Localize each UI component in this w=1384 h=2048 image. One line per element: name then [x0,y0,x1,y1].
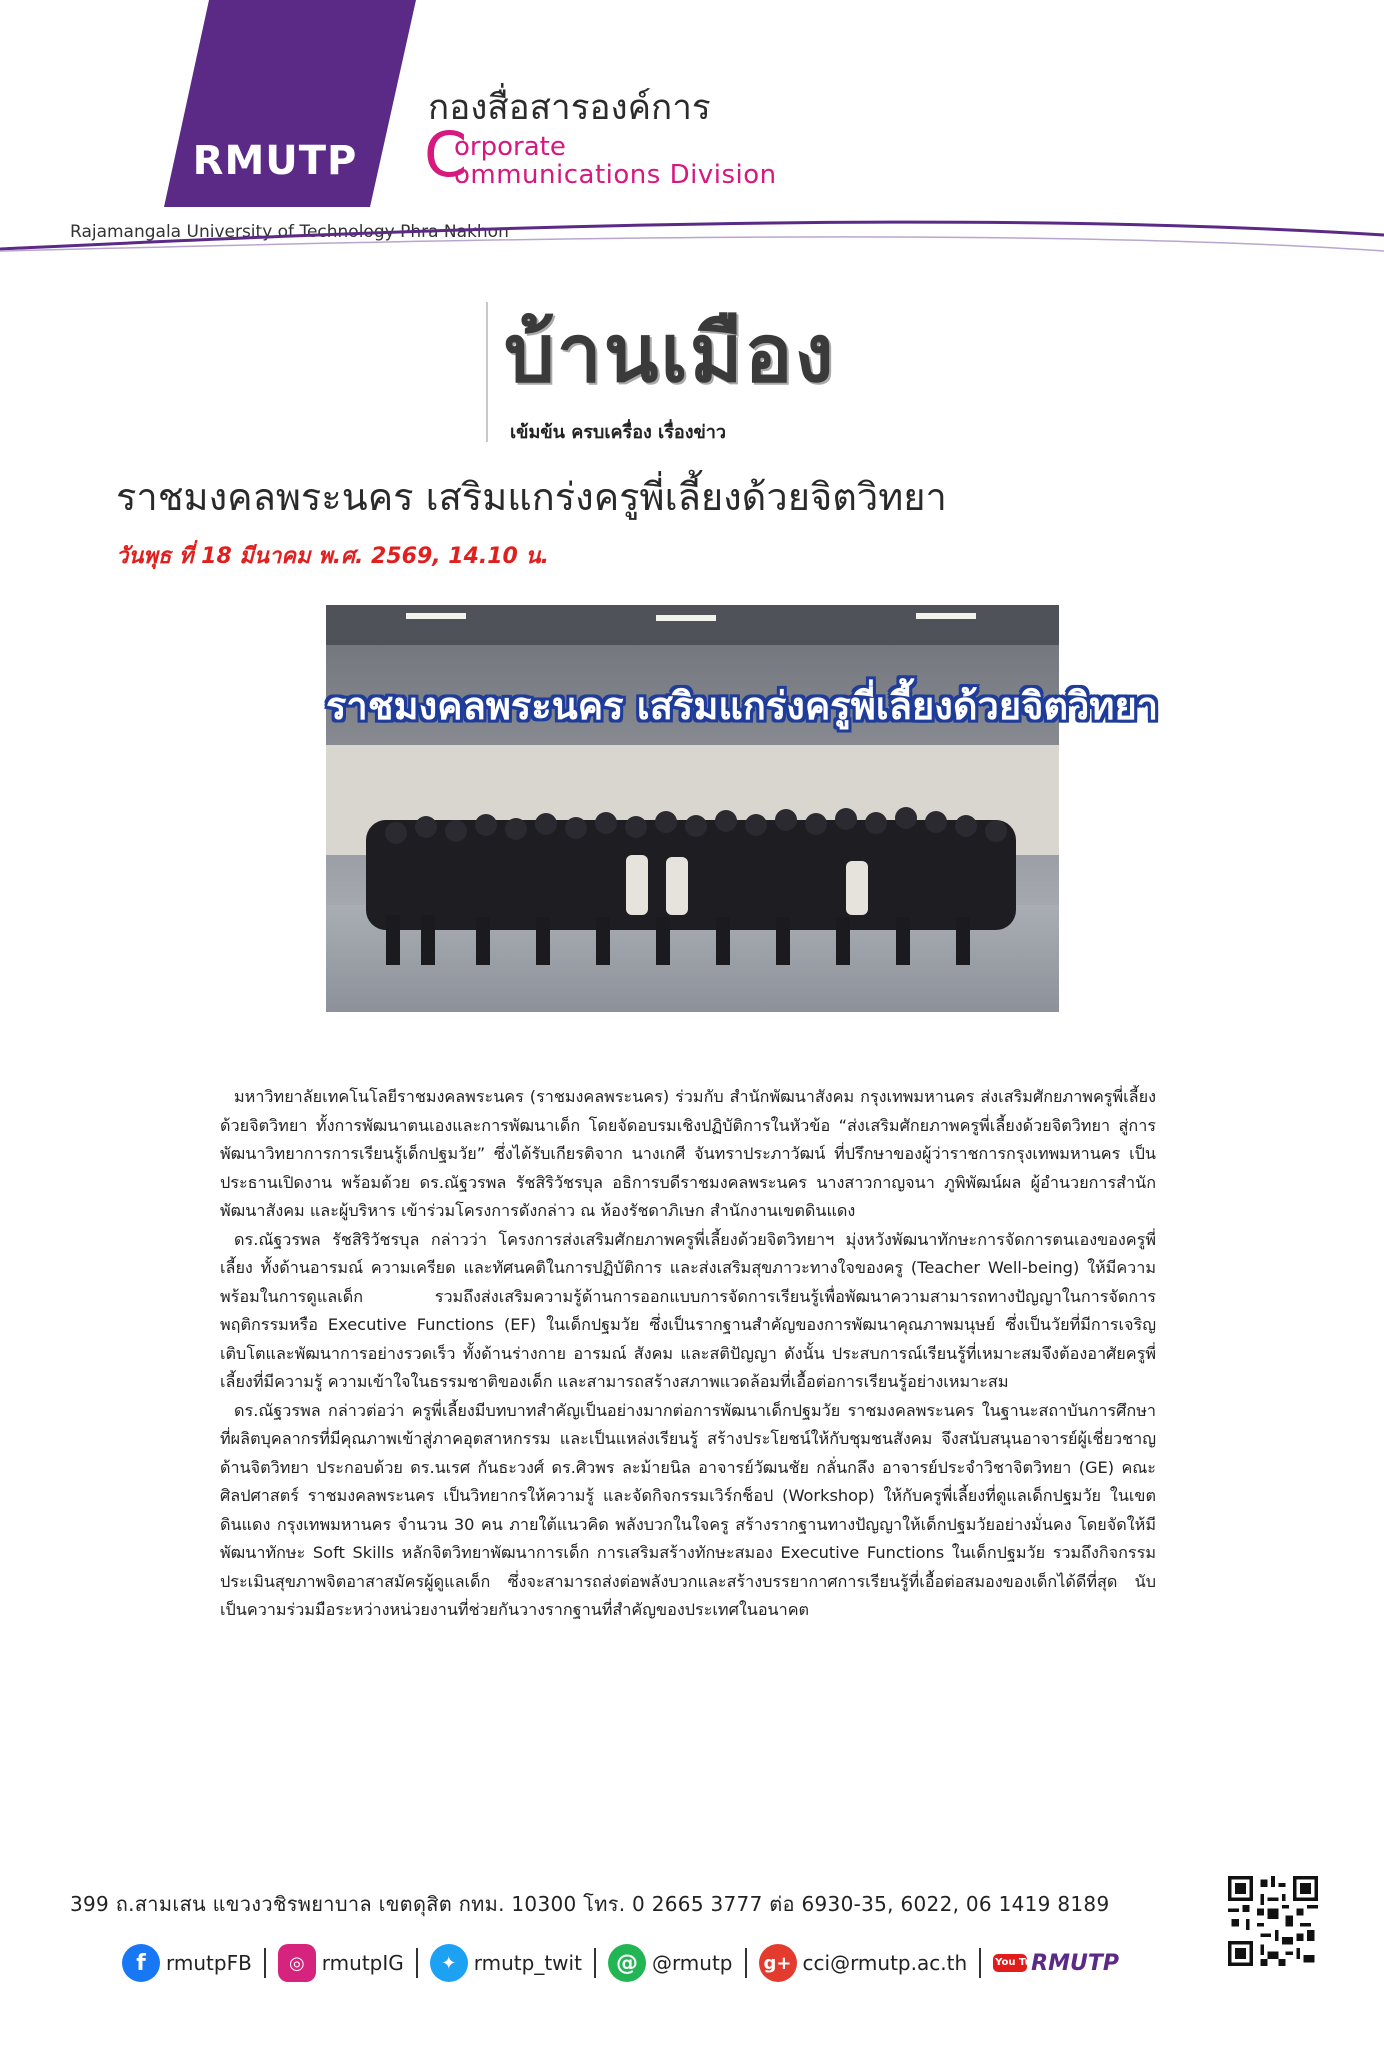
youtube-icon: You Tube [993,1954,1027,1972]
org-name-initial: C [424,118,468,191]
facebook-link[interactable] [122,1944,252,1982]
article-headline: ราชมงคลพระนคร เสริมแกร่งครูพี่เลี้ยงด้วยจิตวิทยา [116,475,947,519]
line-handle: @rmutp [651,1951,733,1975]
article-paragraph-3: ดร.ณัฐวรพล กล่าวต่อว่า ครูพี่เลี้ยงมีบทบาทสำคัญเป็นอย่างมากต่อการพัฒนาเด็กปฐมวัย ราชมงคลพระนคร ในฐานะสถาบันการศึกษาที่ผลิตบุคลากรที่มีคุณภาพเข้าสู่ภาคอุตสาหกรรม และเป็นแหล่งเรียนรู้ สร้างประโยชน์ให้กับชุมชนสังคม จึงสนับสนุนอาจารย์ผู้เชี่ยวชาญด้านจิตวิทยา ประกอบด้วย ดร.นเรศ กันธะวงศ์ ดร.ศิวพร ละม้ายนิล อาจารย์วัฒนชัย กลั่นกลึง อาจารย์ประจำวิชาจิตวิทยา (GE) คณะศิลปศาสตร์ ราชมงคลพระนคร เป็นวิทยากรให้ความรู้ และจัดกิจกรรมเวิร์กช็อป (Workshop) ให้กับครูพี่เลี้ยงที่ดูแลเด็กปฐมวัย ในเขตดินแดง กรุงเทพมหานคร จำนวน 30 คน ภายใต้แนวคิด พลังบวกในใจครู สร้างรากฐานทางปัญญาให้เด็กปฐมวัยอย่างมั่นคง โดยจัดให้มีพัฒนาทักษะ Soft Skills หลักจิตวิทยาพัฒนาการเด็ก การเสริมสร้างทักษะสมอง Executive Functions ในเด็กปฐมวัย รวมถึงกิจกรรมประเมินสุขภาพจิตอาสาสมัครผู้ดูแลเด็ก ซึ่งจะสามารถส่งต่อพลังบวกและสร้างบรรยากาศการเรียนรู้ที่เอื้อต่อสมองของเด็กได้ดีที่สุด นับเป็นความร่วมมือระหว่างหน่วยงานที่ช่วยกันวางรากฐานที่สำคัญของประเทศในอนาคต [220,1400,1156,1619]
facebook-icon: f [122,1944,160,1982]
group-photo-illustration [326,605,1159,1012]
university-name: Rajamangala University of Technology Phra Nakhon [70,222,509,242]
twitter-handle: rmutp_twit [473,1951,582,1975]
article-paragraph-1: มหาวิทยาลัยเทคโนโลยีราชมงคลพระนคร (ราชมงคลพระนคร) ร่วมกับ สำนักพัฒนาสังคม กรุงเทพมหานคร ส่งเสริมศักยภาพครูพี่เลี้ยงด้วยจิตวิทยา ทั้งการพัฒนาตนเองและการพัฒนาเด็ก โดยจัดอบรมเชิงปฏิบัติการในหัวข้อ “ส่งเสริมศักยภาพครูพี่เลี้ยงด้วยจิตวิทยา สู่การพัฒนาวิทยาการการเรียนรู้เด็กปฐมวัย” ซึ่งได้รับเกียรติจาก นางเกศี จันทราประภาวัฒน์ ที่ปรึกษาของผู้ว่าราชการกรุงเทพมหานคร เป็นประธานเปิดงาน พร้อมด้วย ดร.ณัฐวรพล รัชสิริวัชรบุล อธิการบดีราชมงคลพระนคร นางสาวกาญจนา ภูพิพัฒน์ผล ผู้อำนวยการสำนักพัฒนาสังคม และผู้บริหาร เข้าร่วมโครงการดังกล่าว ณ ห้องรัชดาภิเษก สำนักงานเขตดินแดง [220,1087,1156,1220]
instagram-link[interactable] [278,1944,404,1982]
line-at-icon: @ [608,1944,646,1982]
rmutp-logo-text: RMUTP [192,138,358,184]
email-link[interactable] [759,1944,968,1982]
org-name-line2: ommunications Division [454,160,777,190]
separator [594,1948,596,1978]
google-plus-icon: g+ [759,1944,797,1982]
footer-address: 399 ถ.สามเสน แขวงวชิรพยาบาล เขตดุสิต กทม. 10300 โทร. 0 2665 3777 ต่อ 6930-35, 6022, 06 1419 8189 [70,1892,1110,1916]
org-name-thai: กองสื่อสารองค์การ [428,88,711,128]
org-name-line1: orporate [454,132,566,162]
photo-caption: ราชมงคลพระนคร เสริมแกร่งครูพี่เลี้ยงด้วยจิตวิทยา [326,684,1159,728]
line-link[interactable] [608,1944,733,1982]
instagram-handle: rmutpIG [321,1951,404,1975]
twitter-link[interactable] [430,1944,582,1982]
article-photo [326,605,1159,1012]
separator [745,1948,747,1978]
twitter-icon: ✦ [430,1944,468,1982]
separator [416,1948,418,1978]
newspaper-logo: บ้านเมือง [504,307,836,400]
newspaper-slogan: เข้มข้น ครบเครื่อง เรื่องข่าว [510,422,726,443]
article-body [220,1083,1156,1625]
instagram-icon: ◎ [278,1944,316,1982]
header-divider-curve [0,205,1384,265]
facebook-handle: rmutpFB [166,1951,252,1975]
separator [979,1948,981,1978]
article-paragraph-2: ดร.ณัฐวรพล รัชสิริวัชรบุล กล่าวว่า โครงการส่งเสริมศักยภาพครูพี่เลี้ยงด้วยจิตวิทยาฯ มุ่งหวังพัฒนาทักษะการจัดการตนเองของครูพี่เลี้ยง ทั้งด้านอารมณ์ ความเครียด และทัศนคติในการปฏิบัติการ และส่งเสริมสุขภาวะทางใจของครู (Teacher Well-being) ให้มีความพร้อมในการดูแลเด็ก รวมถึงส่งเสริมความรู้ด้านการออกแบบการจัดการเรียนรู้เพื่อพัฒนาความสามารถทางปัญญาในการจัดการพฤติกรรมหรือ Executive Functions (EF) ในเด็กปฐมวัย ซึ่งเป็นรากฐานสำคัญของการพัฒนาคุณภาพมนุษย์ ซึ่งเป็นวัยที่มีการเจริญเติบโตและพัฒนาการอย่างรวดเร็ว ทั้งด้านร่างกาย อารมณ์ สังคม และสติปัญญา ดังนั้น ประสบการณ์เรียนรู้ที่เหมาะสมจึงต้องอาศัยครูพี่เลี้ยงที่มีความรู้ ความเข้าใจในธรรมชาติของเด็ก และสามารถสร้างสภาพแวดล้อมที่เอื้อต่อการเรียนรู้อย่างเหมาะสม [220,1229,1156,1391]
separator [264,1948,266,1978]
email-address: cci@rmutp.ac.th [802,1951,968,1975]
masthead-rule [486,302,488,442]
article-dateline: วันพุธ ที่ 18 มีนาคม พ.ศ. 2569, 14.10 น. [116,544,549,569]
youtube-channel: RMUTP [1031,1950,1119,1976]
qr-code [1228,1876,1318,1966]
social-links [122,1938,1119,1988]
youtube-link[interactable] [993,1951,1119,1976]
